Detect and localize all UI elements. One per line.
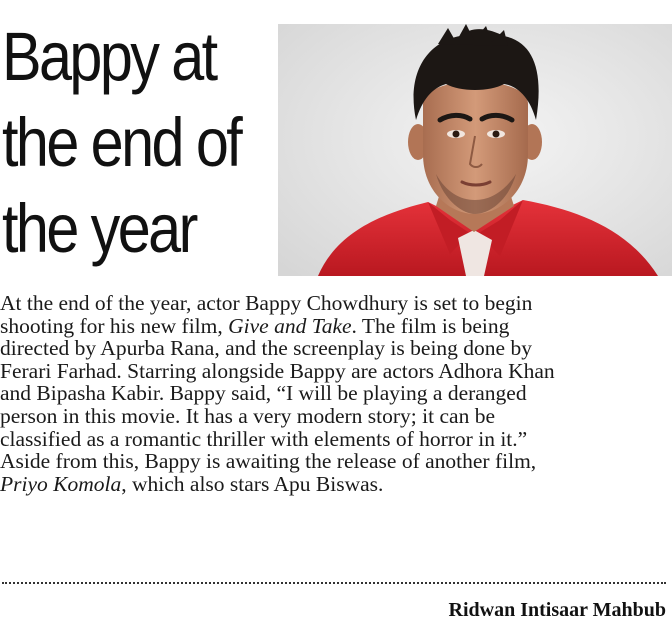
dotted-divider: [2, 582, 666, 584]
body-line: classified as a romantic thriller with elements of horror in it.”: [0, 426, 528, 451]
body-line: person in this movie. It has a very modern story; it can be: [0, 403, 495, 428]
body-line: and Bipasha Kabir. Bappy said, “I will be playing a deranged: [0, 381, 527, 406]
film-title: Priyo Komola: [0, 471, 122, 496]
body-line: shooting for his new film, Give and Take. The film is being: [0, 313, 510, 338]
byline: Ridwan Intisaar Mahbub: [448, 599, 666, 621]
film-title: Give and Take: [228, 313, 352, 338]
article-body: [0, 292, 672, 495]
headline-line: the year: [2, 190, 196, 267]
body-line: At the end of the year, actor Bappy Chowdhury is set to begin: [0, 291, 533, 315]
body-line: Ferari Farhad. Starring alongside Bappy are actors Adhora Khan: [0, 358, 555, 383]
body-line: directed by Apurba Rana, and the screenplay is being done by: [0, 336, 532, 361]
headline: [2, 14, 241, 272]
body-line: Priyo Komola, which also stars Apu Biswas.: [0, 471, 384, 496]
actor-portrait-photo: [278, 24, 672, 276]
headline-line: Bappy at: [2, 18, 216, 95]
headline-line: the end of: [2, 104, 241, 181]
body-line: Aside from this, Bappy is awaiting the release of another film,: [0, 449, 537, 474]
